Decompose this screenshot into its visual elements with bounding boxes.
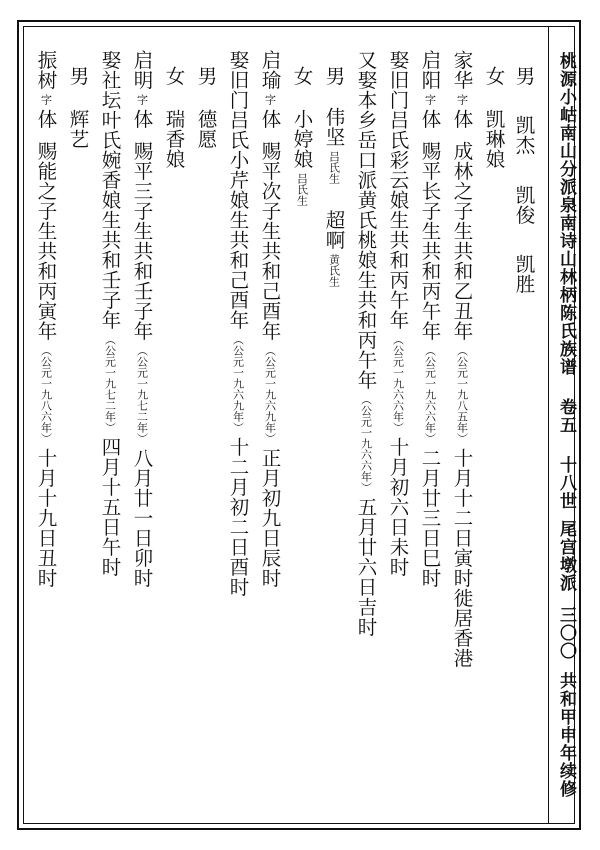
entry-text: 男 xyxy=(512,66,536,86)
generation-label: 十八世 xyxy=(556,456,576,510)
entry-text: 八月廿一日卯时 xyxy=(130,447,154,588)
entry-text: 男 xyxy=(322,66,346,86)
entry-text: 五月廿六日吉时 xyxy=(354,497,378,637)
entry-text: 十月十九日丑时 xyxy=(34,447,58,588)
entry-text: 赐能之子生共和丙寅年 xyxy=(34,140,58,341)
entry-text: 女 xyxy=(290,66,314,86)
entry-text: 小婷娘 xyxy=(290,109,314,170)
annotation-text: 字 xyxy=(135,94,149,105)
entry-column xyxy=(100,50,120,577)
entry-column xyxy=(484,66,504,169)
annotation-text: 黄氏生 xyxy=(327,253,341,287)
entry-text: 娶旧门吕氏小芹娘生共和己酉年 xyxy=(226,50,250,330)
annotation-text: （公元一九八五年） xyxy=(455,344,469,444)
entry-column xyxy=(292,66,312,210)
entry-column xyxy=(68,66,88,149)
entry-text: 体 xyxy=(130,109,154,129)
entry-column xyxy=(452,50,472,668)
entry-text: 正月初九日辰时 xyxy=(258,447,282,588)
entry-column xyxy=(514,66,534,294)
annotation-text: 字 xyxy=(423,94,437,105)
annotation-text: （公元一九六九年） xyxy=(231,334,245,433)
entry-column xyxy=(388,50,408,577)
entry-text: 体 xyxy=(34,109,58,129)
annotation-text: （公元一九七二年） xyxy=(135,344,149,444)
entry-text: 娶旧门吕氏彩云娘生共和丙午年 xyxy=(386,50,410,330)
entry-column xyxy=(196,66,216,149)
entry-text: 瑞香娘 xyxy=(162,109,186,170)
entry-text: 娶社坛叶氏婉香娘生共和壬子年 xyxy=(98,50,122,330)
entry-text: 赐平次子生共和己酉年 xyxy=(258,140,282,341)
entry-column xyxy=(420,50,440,588)
header-rule xyxy=(548,26,549,824)
entry-text: 振树 xyxy=(34,50,58,90)
entry-text: 启瑜 xyxy=(258,50,282,90)
annotation-text: 字 xyxy=(263,94,277,105)
annotation-text: （公元一九六九年） xyxy=(263,344,277,444)
page-number: 三〇〇 xyxy=(556,606,576,660)
entry-text: 女 xyxy=(482,66,506,86)
annotation-text: （公元一九六六年） xyxy=(391,334,405,433)
entry-text: 伟坚 xyxy=(322,107,346,148)
entry-column xyxy=(36,50,56,588)
annotation-text: （公元一九六六年） xyxy=(423,344,437,444)
entry-text: 超啊 xyxy=(322,209,346,250)
entry-column xyxy=(260,50,280,588)
volume-label: 卷五 xyxy=(556,398,576,434)
annotation-text: 吕氏生 xyxy=(295,173,309,207)
entry-text: 二月廿三日巳时 xyxy=(418,447,442,588)
entry-text: 德愿 xyxy=(194,109,218,150)
annotation-text: 字 xyxy=(455,94,469,105)
entry-text: 十月初六日未时 xyxy=(386,437,410,577)
entry-column xyxy=(228,50,248,597)
side-header xyxy=(557,52,574,798)
entry-text: 赐平三子生共和壬子年 xyxy=(130,140,154,341)
entry-text: 体 xyxy=(450,109,474,129)
annotation-text: （公元一九八六年） xyxy=(39,344,53,444)
annotation-text: （公元一九六六年） xyxy=(359,394,373,493)
entry-text: 启明 xyxy=(130,50,154,90)
annotation-text: 字 xyxy=(39,94,53,105)
annotation-text: （公元一九七二年） xyxy=(103,334,117,433)
entry-text: 家华 xyxy=(450,50,474,90)
entry-text: 男 xyxy=(66,66,90,86)
entry-column xyxy=(356,50,376,637)
entry-text: 男 xyxy=(194,66,218,86)
entry-text: 十二月初二日酉时 xyxy=(226,437,250,597)
entry-text: 体 xyxy=(258,109,282,129)
entry-text: 凯俊 xyxy=(512,184,536,225)
entry-text: 凯胜 xyxy=(512,253,536,294)
entry-text: 成林之子生共和乙丑年 xyxy=(450,140,474,341)
annotation-text: 吕氏生 xyxy=(327,151,341,185)
entry-text: 女 xyxy=(162,66,186,86)
entry-column xyxy=(324,66,344,291)
edition-label: 共和甲申年续修 xyxy=(556,672,576,798)
genealogy-title: 桃源小岵南山分派泉南诗山林柄陈氏族谱 xyxy=(556,52,576,376)
entry-text: 十月十二日寅时徙居香港 xyxy=(450,447,474,668)
entry-text: 赐平长子生共和丙午年 xyxy=(418,140,442,341)
entry-text: 四月十五日午时 xyxy=(98,437,122,577)
entry-text: 体 xyxy=(418,109,442,129)
entry-text: 辉艺 xyxy=(66,109,90,150)
entry-text: 又娶本乡岳口派黄氏桃娘生共和丙午年 xyxy=(354,50,378,390)
branch-label: 尾宫墩派 xyxy=(556,520,576,592)
entry-column xyxy=(132,50,152,588)
entry-text: 启阳 xyxy=(418,50,442,90)
entry-text: 凯琳娘 xyxy=(482,109,506,170)
entry-column xyxy=(164,66,184,169)
entry-text: 凯杰 xyxy=(512,115,536,156)
